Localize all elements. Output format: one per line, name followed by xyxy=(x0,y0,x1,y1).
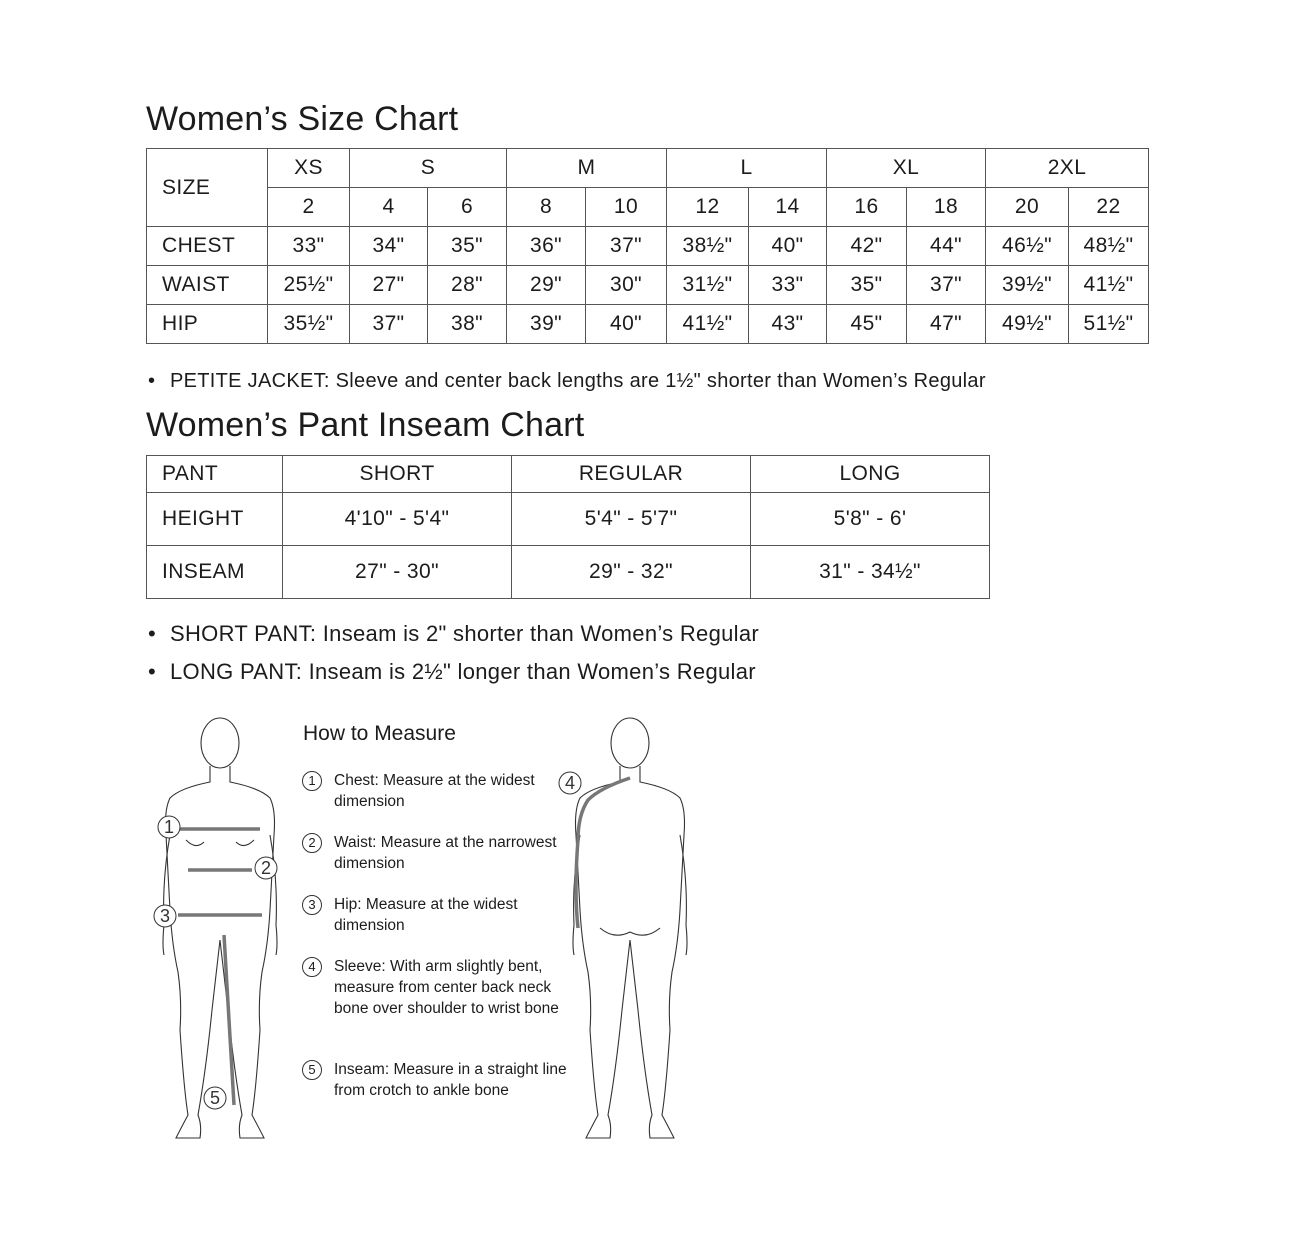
size-group-row xyxy=(147,149,1149,188)
numeric-size-row xyxy=(147,188,1149,227)
measure-cell: 41½" xyxy=(667,305,749,344)
size-label: SIZE xyxy=(147,149,268,227)
row-label: WAIST xyxy=(147,266,268,305)
pant-header: LONG xyxy=(751,456,990,493)
size-group-l: L xyxy=(667,149,827,188)
pant-cell: 27" - 30" xyxy=(283,546,512,599)
marker-5-label: 5 xyxy=(209,1088,221,1108)
numeric-size: 8 xyxy=(507,188,586,227)
step-text: Hip: Measure at the widest dimension xyxy=(334,896,518,934)
bullet: • xyxy=(148,659,157,684)
measure-cell: 44" xyxy=(907,227,986,266)
step-text: Chest: Measure at the widest dimension xyxy=(334,772,535,810)
numeric-size: 14 xyxy=(749,188,827,227)
pant-cell: 31" - 34½" xyxy=(751,546,990,599)
numeric-size: 20 xyxy=(986,188,1069,227)
hip-row xyxy=(147,305,1149,344)
measure-cell: 28" xyxy=(428,266,507,305)
pant-header: REGULAR xyxy=(512,456,751,493)
measure-cell: 51½" xyxy=(1069,305,1149,344)
measure-cell: 47" xyxy=(907,305,986,344)
measure-cell: 34" xyxy=(350,227,428,266)
measure-cell: 38½" xyxy=(667,227,749,266)
measure-cell: 40" xyxy=(586,305,667,344)
step-number: 5 xyxy=(302,1060,322,1080)
numeric-size: 18 xyxy=(907,188,986,227)
short-pant-note xyxy=(148,621,759,647)
petite-jacket-note-text: PETITE JACKET: Sleeve and center back lengths are 1½" shorter than Women’s Regular xyxy=(170,370,986,392)
measure-cell: 31½" xyxy=(667,266,749,305)
pant-inseam-table xyxy=(146,455,990,599)
size-group-xs: XS xyxy=(268,149,350,188)
numeric-size: 16 xyxy=(827,188,907,227)
long-pant-note xyxy=(148,659,756,685)
size-group-s: S xyxy=(350,149,507,188)
step-number: 4 xyxy=(302,957,322,977)
measure-cell: 37" xyxy=(350,305,428,344)
measure-cell: 40" xyxy=(749,227,827,266)
front-body-figure xyxy=(140,710,290,1150)
measure-cell: 48½" xyxy=(1069,227,1149,266)
step-text: Waist: Measure at the narrowest dimension xyxy=(334,834,557,872)
measure-cell: 42" xyxy=(827,227,907,266)
long-pant-note-text: LONG PANT: Inseam is 2½" longer than Women’s Regular xyxy=(170,659,756,684)
measure-cell: 39" xyxy=(507,305,586,344)
numeric-size: 6 xyxy=(428,188,507,227)
measure-cell: 46½" xyxy=(986,227,1069,266)
step-number: 2 xyxy=(302,833,322,853)
measure-cell: 38" xyxy=(428,305,507,344)
numeric-size: 12 xyxy=(667,188,749,227)
numeric-size: 22 xyxy=(1069,188,1149,227)
measure-cell: 45" xyxy=(827,305,907,344)
measure-cell: 49½" xyxy=(986,305,1069,344)
step-text: Inseam: Measure in a straight line from crotch to ankle bone xyxy=(334,1061,567,1099)
measure-cell: 39½" xyxy=(986,266,1069,305)
row-label: HIP xyxy=(147,305,268,344)
size-group-xl: XL xyxy=(827,149,986,188)
petite-jacket-note xyxy=(148,370,986,393)
marker-1-label: 1 xyxy=(163,817,175,837)
inseam-row xyxy=(147,546,990,599)
measure-cell: 27" xyxy=(350,266,428,305)
measure-cell: 41½" xyxy=(1069,266,1149,305)
measure-cell: 33" xyxy=(268,227,350,266)
measure-cell: 36" xyxy=(507,227,586,266)
pant-header: PANT xyxy=(147,456,283,493)
pant-header: SHORT xyxy=(283,456,512,493)
bullet: • xyxy=(148,370,156,392)
measure-cell: 35" xyxy=(428,227,507,266)
size-group-m: M xyxy=(507,149,667,188)
size-chart-title: Women’s Size Chart xyxy=(146,100,459,138)
pant-cell: 5'8" - 6' xyxy=(751,493,990,546)
short-pant-note-text: SHORT PANT: Inseam is 2" shorter than Women’s Regular xyxy=(170,621,760,646)
measure-cell: 35" xyxy=(827,266,907,305)
measure-cell: 33" xyxy=(749,266,827,305)
measure-cell: 30" xyxy=(586,266,667,305)
waist-row xyxy=(147,266,1149,305)
measure-cell: 43" xyxy=(749,305,827,344)
pant-chart-title: Women’s Pant Inseam Chart xyxy=(146,406,585,444)
pant-cell: 4'10" - 5'4" xyxy=(283,493,512,546)
height-row xyxy=(147,493,990,546)
pant-cell: 29" - 32" xyxy=(512,546,751,599)
marker-3-label: 3 xyxy=(159,906,171,926)
step-text: Sleeve: With arm slightly bent, measure from center back neck bone over shoulder to wrist bone xyxy=(334,958,559,1017)
measure-cell: 29" xyxy=(507,266,586,305)
how-to-measure-title: How to Measure xyxy=(303,722,456,745)
chest-row xyxy=(147,227,1149,266)
row-label: CHEST xyxy=(147,227,268,266)
size-chart-table xyxy=(146,148,1149,344)
step-number: 1 xyxy=(302,771,322,791)
size-group-2xl: 2XL xyxy=(986,149,1149,188)
numeric-size: 2 xyxy=(268,188,350,227)
measure-cell: 35½" xyxy=(268,305,350,344)
measure-cell: 37" xyxy=(907,266,986,305)
numeric-size: 4 xyxy=(350,188,428,227)
back-body-figure xyxy=(550,710,700,1150)
pant-cell: 5'4" - 5'7" xyxy=(512,493,751,546)
step-number: 3 xyxy=(302,895,322,915)
measure-cell: 25½" xyxy=(268,266,350,305)
numeric-size: 10 xyxy=(586,188,667,227)
measure-cell: 37" xyxy=(586,227,667,266)
bullet: • xyxy=(148,621,157,646)
row-label: HEIGHT xyxy=(147,493,283,546)
pant-header-row xyxy=(147,456,990,493)
marker-2-label: 2 xyxy=(260,858,272,878)
marker-4-label: 4 xyxy=(564,773,576,793)
row-label: INSEAM xyxy=(147,546,283,599)
